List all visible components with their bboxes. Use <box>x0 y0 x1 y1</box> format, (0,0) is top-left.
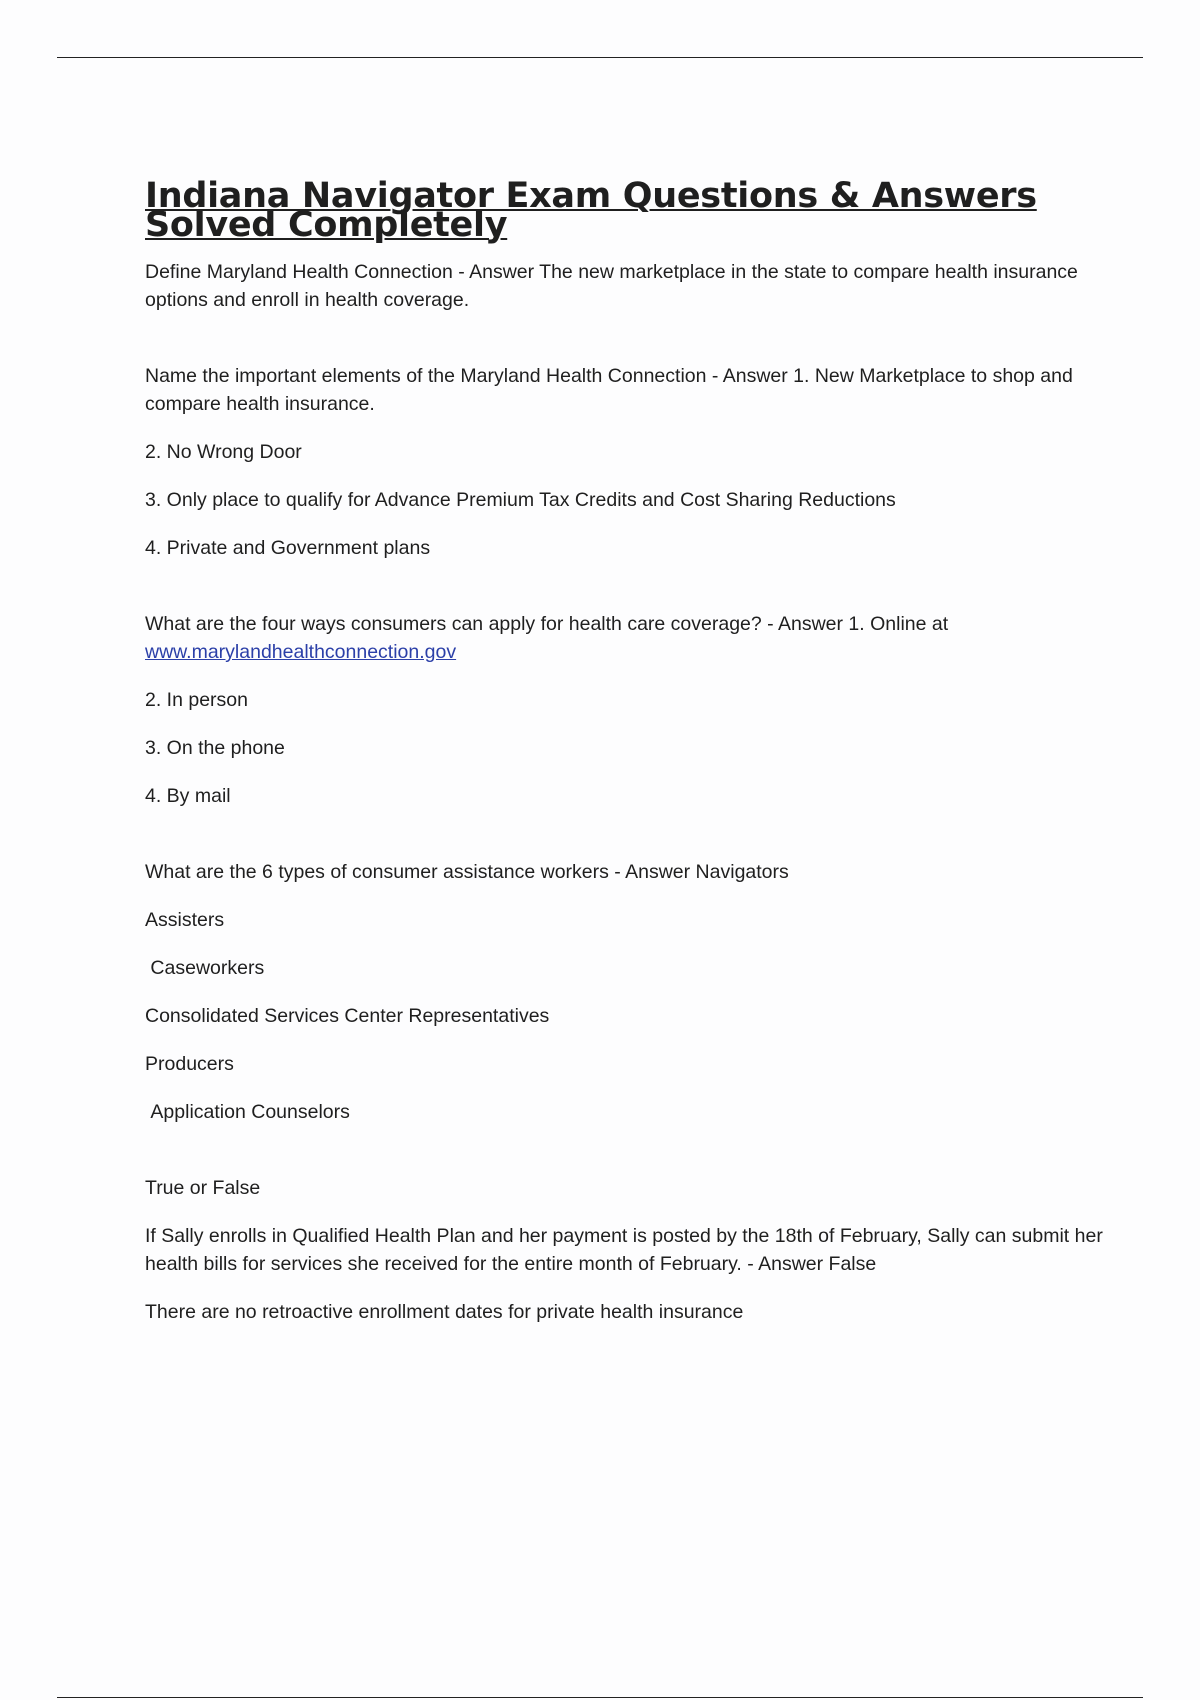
top-rule <box>57 57 1143 58</box>
question-4-item: Assisters <box>145 909 225 931</box>
question-4-item: Application Counselors <box>145 1101 350 1123</box>
question-2-item: 2. No Wrong Door <box>145 441 302 463</box>
question-1: Define Maryland Health Connection - Answer The new marketplace in the state to compare health insurance options and enroll in health coverage. <box>145 261 1084 311</box>
question-3-item: 3. On the phone <box>145 737 285 759</box>
question-4: What are the 6 types of consumer assistance workers - Answer Navigators <box>145 861 789 883</box>
question-3-item: 2. In person <box>145 689 248 711</box>
document-title: Indiana Navigator Exam Questions & Answers Solved Completely <box>145 176 1037 245</box>
question-5-note: There are no retroactive enrollment dates for private health insurance <box>145 1301 744 1323</box>
question-3-item: 4. By mail <box>145 785 231 807</box>
question-2-item: 3. Only place to qualify for Advance Premium Tax Credits and Cost Sharing Reductions <box>145 489 896 511</box>
question-3 <box>145 610 1105 666</box>
document-body <box>145 176 1109 1346</box>
question-5-label: True or False <box>145 1177 261 1199</box>
marylandhealthconnection-link[interactable]: www.marylandhealthconnection.gov <box>145 641 457 663</box>
question-5: If Sally enrolls in Qualified Health Plan and her payment is posted by the 18th of February, Sally can submit her health bills for services she received for the entire month of February. - Answer False <box>145 1225 1109 1275</box>
question-4-item: Consolidated Services Center Representatives <box>145 1005 550 1027</box>
question-2: Name the important elements of the Maryland Health Connection - Answer 1. New Marketplace to shop and compare health insurance. <box>145 365 1079 415</box>
question-3-text: What are the four ways consumers can apply for health care coverage? - Answer 1. Online at <box>145 613 949 635</box>
question-4-item: Caseworkers <box>145 957 265 979</box>
question-4-item: Producers <box>145 1053 234 1075</box>
question-2-item: 4. Private and Government plans <box>145 537 431 559</box>
bottom-rule <box>57 1697 1143 1698</box>
